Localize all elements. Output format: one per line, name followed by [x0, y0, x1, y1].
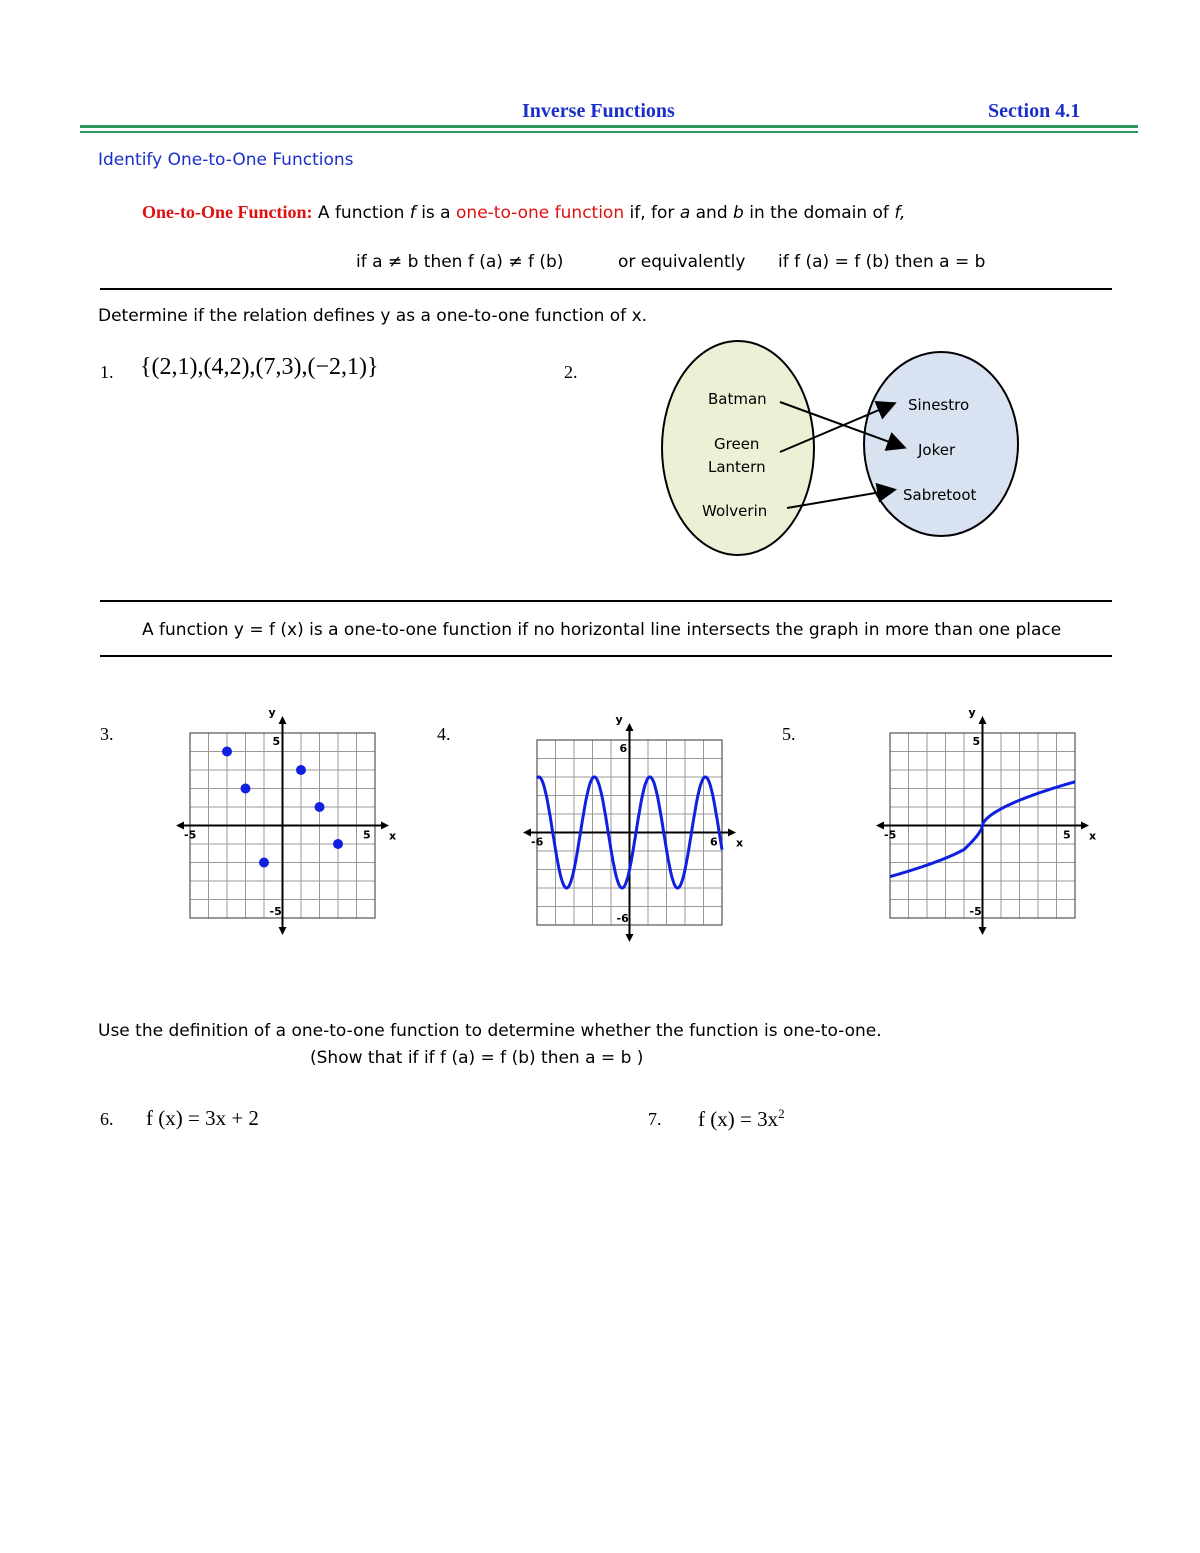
definition-highlight: one-to-one function — [456, 203, 625, 223]
data-point — [296, 765, 306, 775]
p7-base: f (x) = 3x — [698, 1107, 779, 1131]
page-title: Inverse Functions — [522, 100, 675, 122]
domain-item: Wolverin — [702, 502, 768, 520]
def-var: b — [733, 203, 744, 223]
tick-label: -5 — [184, 828, 197, 842]
divider — [100, 655, 1112, 657]
problem-1-set: {(2,1),(4,2),(7,3),(−2,1)} — [140, 354, 379, 380]
tick-label: 6 — [710, 835, 718, 849]
y-axis-label: y — [968, 706, 976, 719]
x-axis-label: x — [736, 836, 744, 850]
horizontal-line-test: A function y = f (x) is a one-to-one function if no horizontal line intersects the graph in more than one place — [142, 620, 1062, 640]
data-point — [222, 747, 232, 757]
instruction-2b: (Show that if if f (a) = f (b) then a = b ) — [310, 1048, 644, 1068]
condition-mid: or equivalently — [618, 252, 746, 272]
divider — [100, 288, 1112, 290]
domain-item: Lantern — [708, 458, 766, 476]
x-axis-arrow — [176, 822, 184, 830]
problem-1-number: 1. — [100, 362, 114, 382]
section-label: Section 4.1 — [988, 100, 1081, 122]
definition-term: One-to-One Function: — [142, 202, 313, 222]
x-axis-label: x — [1089, 829, 1097, 843]
tick-label: 5 — [363, 828, 371, 842]
x-axis-label: x — [389, 829, 397, 843]
y-axis-arrow — [626, 723, 634, 731]
y-axis-arrow — [279, 927, 287, 935]
range-item: Joker — [918, 441, 956, 459]
domain-item: Green — [714, 435, 760, 453]
subheading: Identify One-to-One Functions — [98, 150, 354, 170]
y-axis-label: y — [615, 713, 623, 726]
problem-7-expression — [698, 1106, 785, 1132]
x-axis-arrow — [728, 829, 736, 837]
y-axis-arrow — [979, 927, 987, 935]
x-axis-arrow — [523, 829, 531, 837]
tick-label: 5 — [972, 735, 981, 748]
problem-6-number: 6. — [100, 1109, 114, 1129]
def-text: in the domain of — [749, 203, 889, 223]
problem-5-number: 5. — [782, 724, 796, 744]
graph-5 — [875, 705, 1105, 940]
def-text: is a — [421, 203, 451, 223]
tick-label: -5 — [969, 905, 982, 918]
definition-line — [142, 202, 905, 223]
divider — [100, 600, 1112, 602]
p7-exponent: 2 — [778, 1106, 785, 1121]
problem-7-number: 7. — [648, 1109, 662, 1129]
y-axis-label: y — [268, 706, 276, 719]
def-var: f, — [894, 203, 906, 223]
x-axis-arrow — [381, 822, 389, 830]
tick-label: 5 — [272, 735, 281, 748]
graph-4 — [522, 712, 752, 947]
problem-2-number: 2. — [564, 362, 578, 382]
tick-label: -5 — [269, 905, 282, 918]
def-text: A function — [317, 203, 405, 223]
range-item: Sinestro — [908, 396, 970, 414]
condition-2: if f (a) = f (b) then a = b — [778, 252, 986, 272]
mapping-diagram — [655, 340, 1025, 570]
instruction-2: Use the definition of a one-to-one function to determine whether the function is one-to-one. — [98, 1021, 882, 1041]
x-axis-arrow — [876, 822, 884, 830]
y-axis-arrow — [279, 716, 287, 724]
def-var: f — [409, 203, 416, 223]
tick-label: -6 — [531, 835, 544, 849]
data-point — [333, 839, 343, 849]
problem-4-number: 4. — [437, 724, 451, 744]
graph-3 — [175, 705, 405, 940]
def-text: if, for — [629, 203, 675, 223]
y-axis-arrow — [979, 716, 987, 724]
problem-3-number: 3. — [100, 724, 114, 744]
data-point — [315, 802, 325, 812]
data-point — [241, 784, 251, 794]
header-rule-2 — [80, 131, 1138, 133]
y-axis-arrow — [626, 934, 634, 942]
instruction-1: Determine if the relation defines y as a one-to-one function of x. — [98, 306, 648, 326]
range-item: Sabretoot — [903, 486, 977, 504]
data-point — [259, 858, 269, 868]
tick-label: 6 — [619, 742, 628, 755]
tick-label: -5 — [884, 828, 897, 842]
header-rule — [80, 125, 1138, 128]
tick-label: -6 — [616, 912, 629, 925]
domain-item: Batman — [708, 390, 767, 408]
def-var: a — [679, 203, 691, 223]
problem-6-expression: f (x) = 3x + 2 — [146, 1106, 259, 1130]
x-axis-arrow — [1081, 822, 1089, 830]
condition-1: if a ≠ b then f (a) ≠ f (b) — [356, 252, 564, 272]
def-text: and — [695, 203, 728, 223]
tick-label: 5 — [1063, 828, 1071, 842]
